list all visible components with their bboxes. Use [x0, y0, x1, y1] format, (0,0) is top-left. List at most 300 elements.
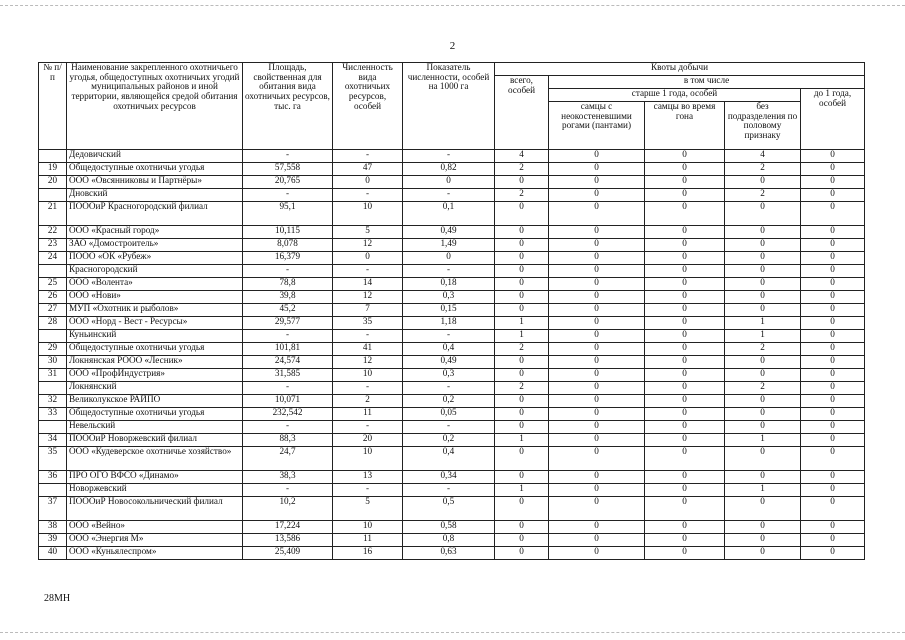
header-total: всего, особей: [495, 76, 549, 150]
cell-no: 30: [39, 356, 67, 369]
cell-young: 0: [801, 343, 865, 356]
cell-young: 0: [801, 163, 865, 176]
cell-rut: 0: [645, 434, 725, 447]
cell-no: 33: [39, 408, 67, 421]
cell-total: 0: [495, 447, 549, 471]
cell-name: ООО «Красный город»: [67, 226, 243, 239]
cell-area: 10,115: [243, 226, 333, 239]
table-row: [39, 278, 865, 291]
cell-males: 0: [549, 252, 645, 265]
cell-males: 0: [549, 369, 645, 382]
cell-rut: 0: [645, 176, 725, 189]
table-row: [39, 343, 865, 356]
cell-nosex: 1: [725, 317, 801, 330]
cell-name: ООО «Кудеверское охотничье хозяйство»: [67, 447, 243, 471]
cell-young: 0: [801, 202, 865, 226]
table-row: [39, 408, 865, 421]
cell-males: 0: [549, 189, 645, 202]
cell-nosex: 1: [725, 484, 801, 497]
cell-young: 0: [801, 150, 865, 163]
cell-males: 0: [549, 176, 645, 189]
table-row: [39, 497, 865, 521]
cell-total: 0: [495, 265, 549, 278]
cell-young: 0: [801, 176, 865, 189]
cell-total: 0: [495, 421, 549, 434]
cell-density: -: [403, 330, 495, 343]
cell-males: 0: [549, 150, 645, 163]
cell-young: 0: [801, 189, 865, 202]
cell-males: 0: [549, 304, 645, 317]
cell-density: 0,15: [403, 304, 495, 317]
cell-area: 78,8: [243, 278, 333, 291]
cell-young: 0: [801, 534, 865, 547]
cell-males: 0: [549, 521, 645, 534]
cell-total: 1: [495, 484, 549, 497]
cell-area: 13,586: [243, 534, 333, 547]
table-row: [39, 395, 865, 408]
cell-rut: 0: [645, 343, 725, 356]
cell-males: 0: [549, 343, 645, 356]
cell-population: 0: [333, 176, 403, 189]
header-name: Наименование закрепленного охотничьего угодья, общедоступных охотничьих угодий муниципальных районов и иной территории, являющейся средой обитания охотничьих ресурсов: [67, 63, 243, 150]
cell-total: 0: [495, 408, 549, 421]
cell-no: [39, 484, 67, 497]
cell-nosex: 0: [725, 521, 801, 534]
cell-rut: 0: [645, 471, 725, 484]
cell-rut: 0: [645, 304, 725, 317]
cell-no: 32: [39, 395, 67, 408]
cell-density: 1,49: [403, 239, 495, 252]
cell-total: 0: [495, 278, 549, 291]
cell-males: 0: [549, 163, 645, 176]
cell-rut: 0: [645, 356, 725, 369]
cell-no: 37: [39, 497, 67, 521]
cell-young: 0: [801, 369, 865, 382]
cell-name: ЗАО «Домостроитель»: [67, 239, 243, 252]
cell-total: 0: [495, 497, 549, 521]
cell-total: 0: [495, 252, 549, 265]
cell-name: Дедовичский: [67, 150, 243, 163]
header-rut: самцы во время гона: [645, 102, 725, 150]
cell-density: -: [403, 150, 495, 163]
cell-name: ПРО ОГО ВФСО «Динамо»: [67, 471, 243, 484]
cell-density: 0,2: [403, 395, 495, 408]
cell-rut: 0: [645, 421, 725, 434]
cell-males: 0: [549, 278, 645, 291]
cell-name: ООО «ПрофИндустрия»: [67, 369, 243, 382]
cell-young: 0: [801, 408, 865, 421]
cell-nosex: 2: [725, 382, 801, 395]
table-row: [39, 226, 865, 239]
cell-nosex: 0: [725, 291, 801, 304]
header-population: Численность вида охотничьих ресурсов, особей: [333, 63, 403, 150]
cell-density: 0,34: [403, 471, 495, 484]
cell-total: 0: [495, 547, 549, 560]
cell-nosex: 0: [725, 534, 801, 547]
cell-area: 39,8: [243, 291, 333, 304]
table-body: [39, 150, 865, 560]
cell-rut: 0: [645, 278, 725, 291]
cell-rut: 0: [645, 369, 725, 382]
cell-name: ООО «Норд - Вест - Ресурсы»: [67, 317, 243, 330]
cell-rut: 0: [645, 382, 725, 395]
cell-rut: 0: [645, 547, 725, 560]
cell-area: -: [243, 330, 333, 343]
cell-name: ООО «Нови»: [67, 291, 243, 304]
cell-males: 0: [549, 408, 645, 421]
cell-area: 24,7: [243, 447, 333, 471]
cell-total: 0: [495, 356, 549, 369]
cell-population: 35: [333, 317, 403, 330]
cell-area: -: [243, 484, 333, 497]
scan-edge-top: [0, 5, 905, 6]
cell-males: 0: [549, 317, 645, 330]
cell-young: 0: [801, 484, 865, 497]
cell-males: 0: [549, 421, 645, 434]
cell-total: 2: [495, 382, 549, 395]
cell-rut: 0: [645, 226, 725, 239]
cell-males: 0: [549, 434, 645, 447]
table-row: [39, 471, 865, 484]
cell-density: 0,58: [403, 521, 495, 534]
cell-no: [39, 421, 67, 434]
cell-nosex: 2: [725, 343, 801, 356]
table-row: [39, 304, 865, 317]
cell-population: -: [333, 421, 403, 434]
quota-table: [38, 62, 865, 560]
cell-no: [39, 150, 67, 163]
cell-population: 12: [333, 291, 403, 304]
table-row: [39, 434, 865, 447]
cell-nosex: 0: [725, 447, 801, 471]
cell-young: 0: [801, 330, 865, 343]
cell-no: 39: [39, 534, 67, 547]
cell-males: 0: [549, 547, 645, 560]
cell-no: [39, 265, 67, 278]
cell-total: 4: [495, 150, 549, 163]
cell-no: [39, 189, 67, 202]
cell-nosex: 4: [725, 150, 801, 163]
cell-young: 0: [801, 226, 865, 239]
cell-rut: 0: [645, 317, 725, 330]
cell-density: 0,49: [403, 226, 495, 239]
cell-rut: 0: [645, 202, 725, 226]
cell-total: 0: [495, 471, 549, 484]
cell-total: 0: [495, 226, 549, 239]
cell-density: 0,3: [403, 291, 495, 304]
cell-nosex: 0: [725, 408, 801, 421]
cell-name: ПООО «ОК «Рубеж»: [67, 252, 243, 265]
cell-rut: 0: [645, 521, 725, 534]
cell-area: 38,3: [243, 471, 333, 484]
cell-total: 0: [495, 369, 549, 382]
table-row: [39, 421, 865, 434]
cell-density: 0,82: [403, 163, 495, 176]
cell-population: 11: [333, 408, 403, 421]
cell-young: 0: [801, 547, 865, 560]
cell-population: 41: [333, 343, 403, 356]
cell-total: 2: [495, 163, 549, 176]
cell-name: ООО «Куньялеспром»: [67, 547, 243, 560]
table-row: [39, 547, 865, 560]
table-row: [39, 534, 865, 547]
cell-area: 57,558: [243, 163, 333, 176]
cell-population: 14: [333, 278, 403, 291]
cell-nosex: 0: [725, 471, 801, 484]
cell-males: 0: [549, 471, 645, 484]
table-row: [39, 356, 865, 369]
table-row: [39, 252, 865, 265]
cell-young: 0: [801, 265, 865, 278]
cell-young: 0: [801, 278, 865, 291]
page-number: 2: [449, 40, 456, 52]
cell-density: 0,49: [403, 356, 495, 369]
cell-young: 0: [801, 395, 865, 408]
footer-code: 28МН: [44, 593, 71, 604]
cell-density: 0,3: [403, 369, 495, 382]
cell-area: 8,078: [243, 239, 333, 252]
cell-total: 2: [495, 189, 549, 202]
cell-no: 24: [39, 252, 67, 265]
cell-total: 0: [495, 395, 549, 408]
cell-area: -: [243, 189, 333, 202]
table-row: [39, 291, 865, 304]
cell-rut: 0: [645, 163, 725, 176]
table-row: [39, 317, 865, 330]
cell-rut: 0: [645, 265, 725, 278]
cell-rut: 0: [645, 189, 725, 202]
cell-population: -: [333, 382, 403, 395]
cell-population: 13: [333, 471, 403, 484]
cell-name: Великолукское РАЙПО: [67, 395, 243, 408]
cell-name: Локнянская РООО «Лесник»: [67, 356, 243, 369]
cell-name: ПОООиР Новоржевский филиал: [67, 434, 243, 447]
cell-rut: 0: [645, 447, 725, 471]
cell-name: Общедоступные охотничьи угодья: [67, 163, 243, 176]
cell-young: 0: [801, 252, 865, 265]
cell-density: 0,18: [403, 278, 495, 291]
table-row: [39, 484, 865, 497]
cell-area: 10,071: [243, 395, 333, 408]
header-older: старше 1 года, особей: [549, 89, 801, 102]
header-males: самцы с неокостеневшими рогами (пантами): [549, 102, 645, 150]
cell-young: 0: [801, 447, 865, 471]
cell-name: ООО «Овсянниковы и Партнёры»: [67, 176, 243, 189]
cell-name: Новоржевский: [67, 484, 243, 497]
cell-name: Куньинский: [67, 330, 243, 343]
cell-total: 2: [495, 343, 549, 356]
table-row: [39, 176, 865, 189]
table-row: [39, 202, 865, 226]
header-nosex: без подразделения по половому признаку: [725, 102, 801, 150]
cell-density: -: [403, 382, 495, 395]
cell-total: 0: [495, 291, 549, 304]
cell-males: 0: [549, 356, 645, 369]
cell-name: ПОООиР Красногородский филиал: [67, 202, 243, 226]
cell-rut: 0: [645, 484, 725, 497]
cell-area: -: [243, 382, 333, 395]
cell-density: -: [403, 484, 495, 497]
cell-young: 0: [801, 521, 865, 534]
cell-population: 7: [333, 304, 403, 317]
cell-nosex: 0: [725, 356, 801, 369]
cell-no: 36: [39, 471, 67, 484]
cell-young: 0: [801, 317, 865, 330]
cell-males: 0: [549, 226, 645, 239]
cell-area: -: [243, 421, 333, 434]
cell-males: 0: [549, 447, 645, 471]
cell-young: 0: [801, 382, 865, 395]
cell-young: 0: [801, 304, 865, 317]
table-row: [39, 369, 865, 382]
cell-nosex: 2: [725, 189, 801, 202]
cell-rut: 0: [645, 330, 725, 343]
cell-area: 88,3: [243, 434, 333, 447]
cell-no: 20: [39, 176, 67, 189]
header-area: Площадь, свойственная для обитания вида охотничьих ресурсов, тыс. га: [243, 63, 333, 150]
cell-population: 16: [333, 547, 403, 560]
cell-population: -: [333, 265, 403, 278]
cell-nosex: 2: [725, 163, 801, 176]
cell-density: 0: [403, 176, 495, 189]
cell-nosex: 1: [725, 434, 801, 447]
header-including: в том числе: [549, 76, 865, 89]
cell-young: 0: [801, 434, 865, 447]
cell-density: 1,18: [403, 317, 495, 330]
cell-density: 0,8: [403, 534, 495, 547]
cell-population: -: [333, 330, 403, 343]
cell-rut: 0: [645, 150, 725, 163]
cell-area: 95,1: [243, 202, 333, 226]
cell-rut: 0: [645, 395, 725, 408]
cell-nosex: 0: [725, 226, 801, 239]
cell-density: -: [403, 265, 495, 278]
cell-males: 0: [549, 395, 645, 408]
cell-rut: 0: [645, 497, 725, 521]
cell-population: 5: [333, 497, 403, 521]
cell-nosex: 0: [725, 278, 801, 291]
cell-nosex: 0: [725, 304, 801, 317]
cell-rut: 0: [645, 252, 725, 265]
cell-young: 0: [801, 356, 865, 369]
cell-density: 0,2: [403, 434, 495, 447]
cell-young: 0: [801, 497, 865, 521]
cell-population: 5: [333, 226, 403, 239]
cell-area: -: [243, 265, 333, 278]
cell-name: ООО «Энергия М»: [67, 534, 243, 547]
cell-density: -: [403, 189, 495, 202]
cell-males: 0: [549, 484, 645, 497]
table-row: [39, 265, 865, 278]
cell-name: Общедоступные охотничьи угодья: [67, 343, 243, 356]
cell-name: ООО «Вейно»: [67, 521, 243, 534]
cell-total: 0: [495, 304, 549, 317]
cell-nosex: 1: [725, 330, 801, 343]
header-quotas: Квоты добычи: [495, 63, 865, 76]
cell-area: 25,409: [243, 547, 333, 560]
cell-nosex: 0: [725, 369, 801, 382]
cell-area: 10,2: [243, 497, 333, 521]
table-row: [39, 447, 865, 471]
table-row: [39, 163, 865, 176]
cell-area: 101,81: [243, 343, 333, 356]
cell-area: 17,224: [243, 521, 333, 534]
cell-area: 232,542: [243, 408, 333, 421]
cell-males: 0: [549, 534, 645, 547]
cell-males: 0: [549, 291, 645, 304]
cell-density: 0: [403, 252, 495, 265]
cell-no: 34: [39, 434, 67, 447]
header-no: № п/п: [39, 63, 67, 150]
cell-area: -: [243, 150, 333, 163]
cell-total: 0: [495, 534, 549, 547]
cell-nosex: 0: [725, 252, 801, 265]
cell-population: 20: [333, 434, 403, 447]
cell-rut: 0: [645, 239, 725, 252]
cell-name: ООО «Волента»: [67, 278, 243, 291]
cell-name: Дновский: [67, 189, 243, 202]
cell-males: 0: [549, 265, 645, 278]
cell-no: 38: [39, 521, 67, 534]
cell-density: 0,4: [403, 447, 495, 471]
cell-young: 0: [801, 421, 865, 434]
cell-area: 16,379: [243, 252, 333, 265]
table-row: [39, 521, 865, 534]
cell-name: Общедоступные охотничьи угодья: [67, 408, 243, 421]
cell-males: 0: [549, 382, 645, 395]
cell-no: 19: [39, 163, 67, 176]
cell-total: 0: [495, 239, 549, 252]
header-density: Показатель численности, особей на 1000 га: [403, 63, 495, 150]
cell-population: 12: [333, 356, 403, 369]
cell-males: 0: [549, 239, 645, 252]
cell-total: 1: [495, 434, 549, 447]
cell-young: 0: [801, 239, 865, 252]
cell-nosex: 0: [725, 176, 801, 189]
cell-density: -: [403, 421, 495, 434]
cell-density: 0,5: [403, 497, 495, 521]
cell-no: [39, 330, 67, 343]
cell-population: 47: [333, 163, 403, 176]
cell-population: 10: [333, 369, 403, 382]
cell-no: 31: [39, 369, 67, 382]
cell-nosex: 0: [725, 239, 801, 252]
cell-nosex: 0: [725, 547, 801, 560]
cell-area: 29,577: [243, 317, 333, 330]
cell-name: ПОООиР Новосокольнический филиал: [67, 497, 243, 521]
table-row: [39, 382, 865, 395]
scan-edge-bottom: [0, 632, 905, 633]
cell-total: 0: [495, 176, 549, 189]
cell-density: 0,4: [403, 343, 495, 356]
cell-young: 0: [801, 291, 865, 304]
cell-density: 0,1: [403, 202, 495, 226]
cell-population: 10: [333, 447, 403, 471]
cell-nosex: 0: [725, 497, 801, 521]
cell-males: 0: [549, 330, 645, 343]
cell-density: 0,05: [403, 408, 495, 421]
cell-nosex: 0: [725, 202, 801, 226]
cell-name: Невельский: [67, 421, 243, 434]
cell-nosex: 0: [725, 421, 801, 434]
cell-no: [39, 382, 67, 395]
cell-population: 10: [333, 202, 403, 226]
table-row: [39, 189, 865, 202]
cell-rut: 0: [645, 408, 725, 421]
cell-name: Локнянский: [67, 382, 243, 395]
cell-total: 0: [495, 521, 549, 534]
cell-no: 28: [39, 317, 67, 330]
